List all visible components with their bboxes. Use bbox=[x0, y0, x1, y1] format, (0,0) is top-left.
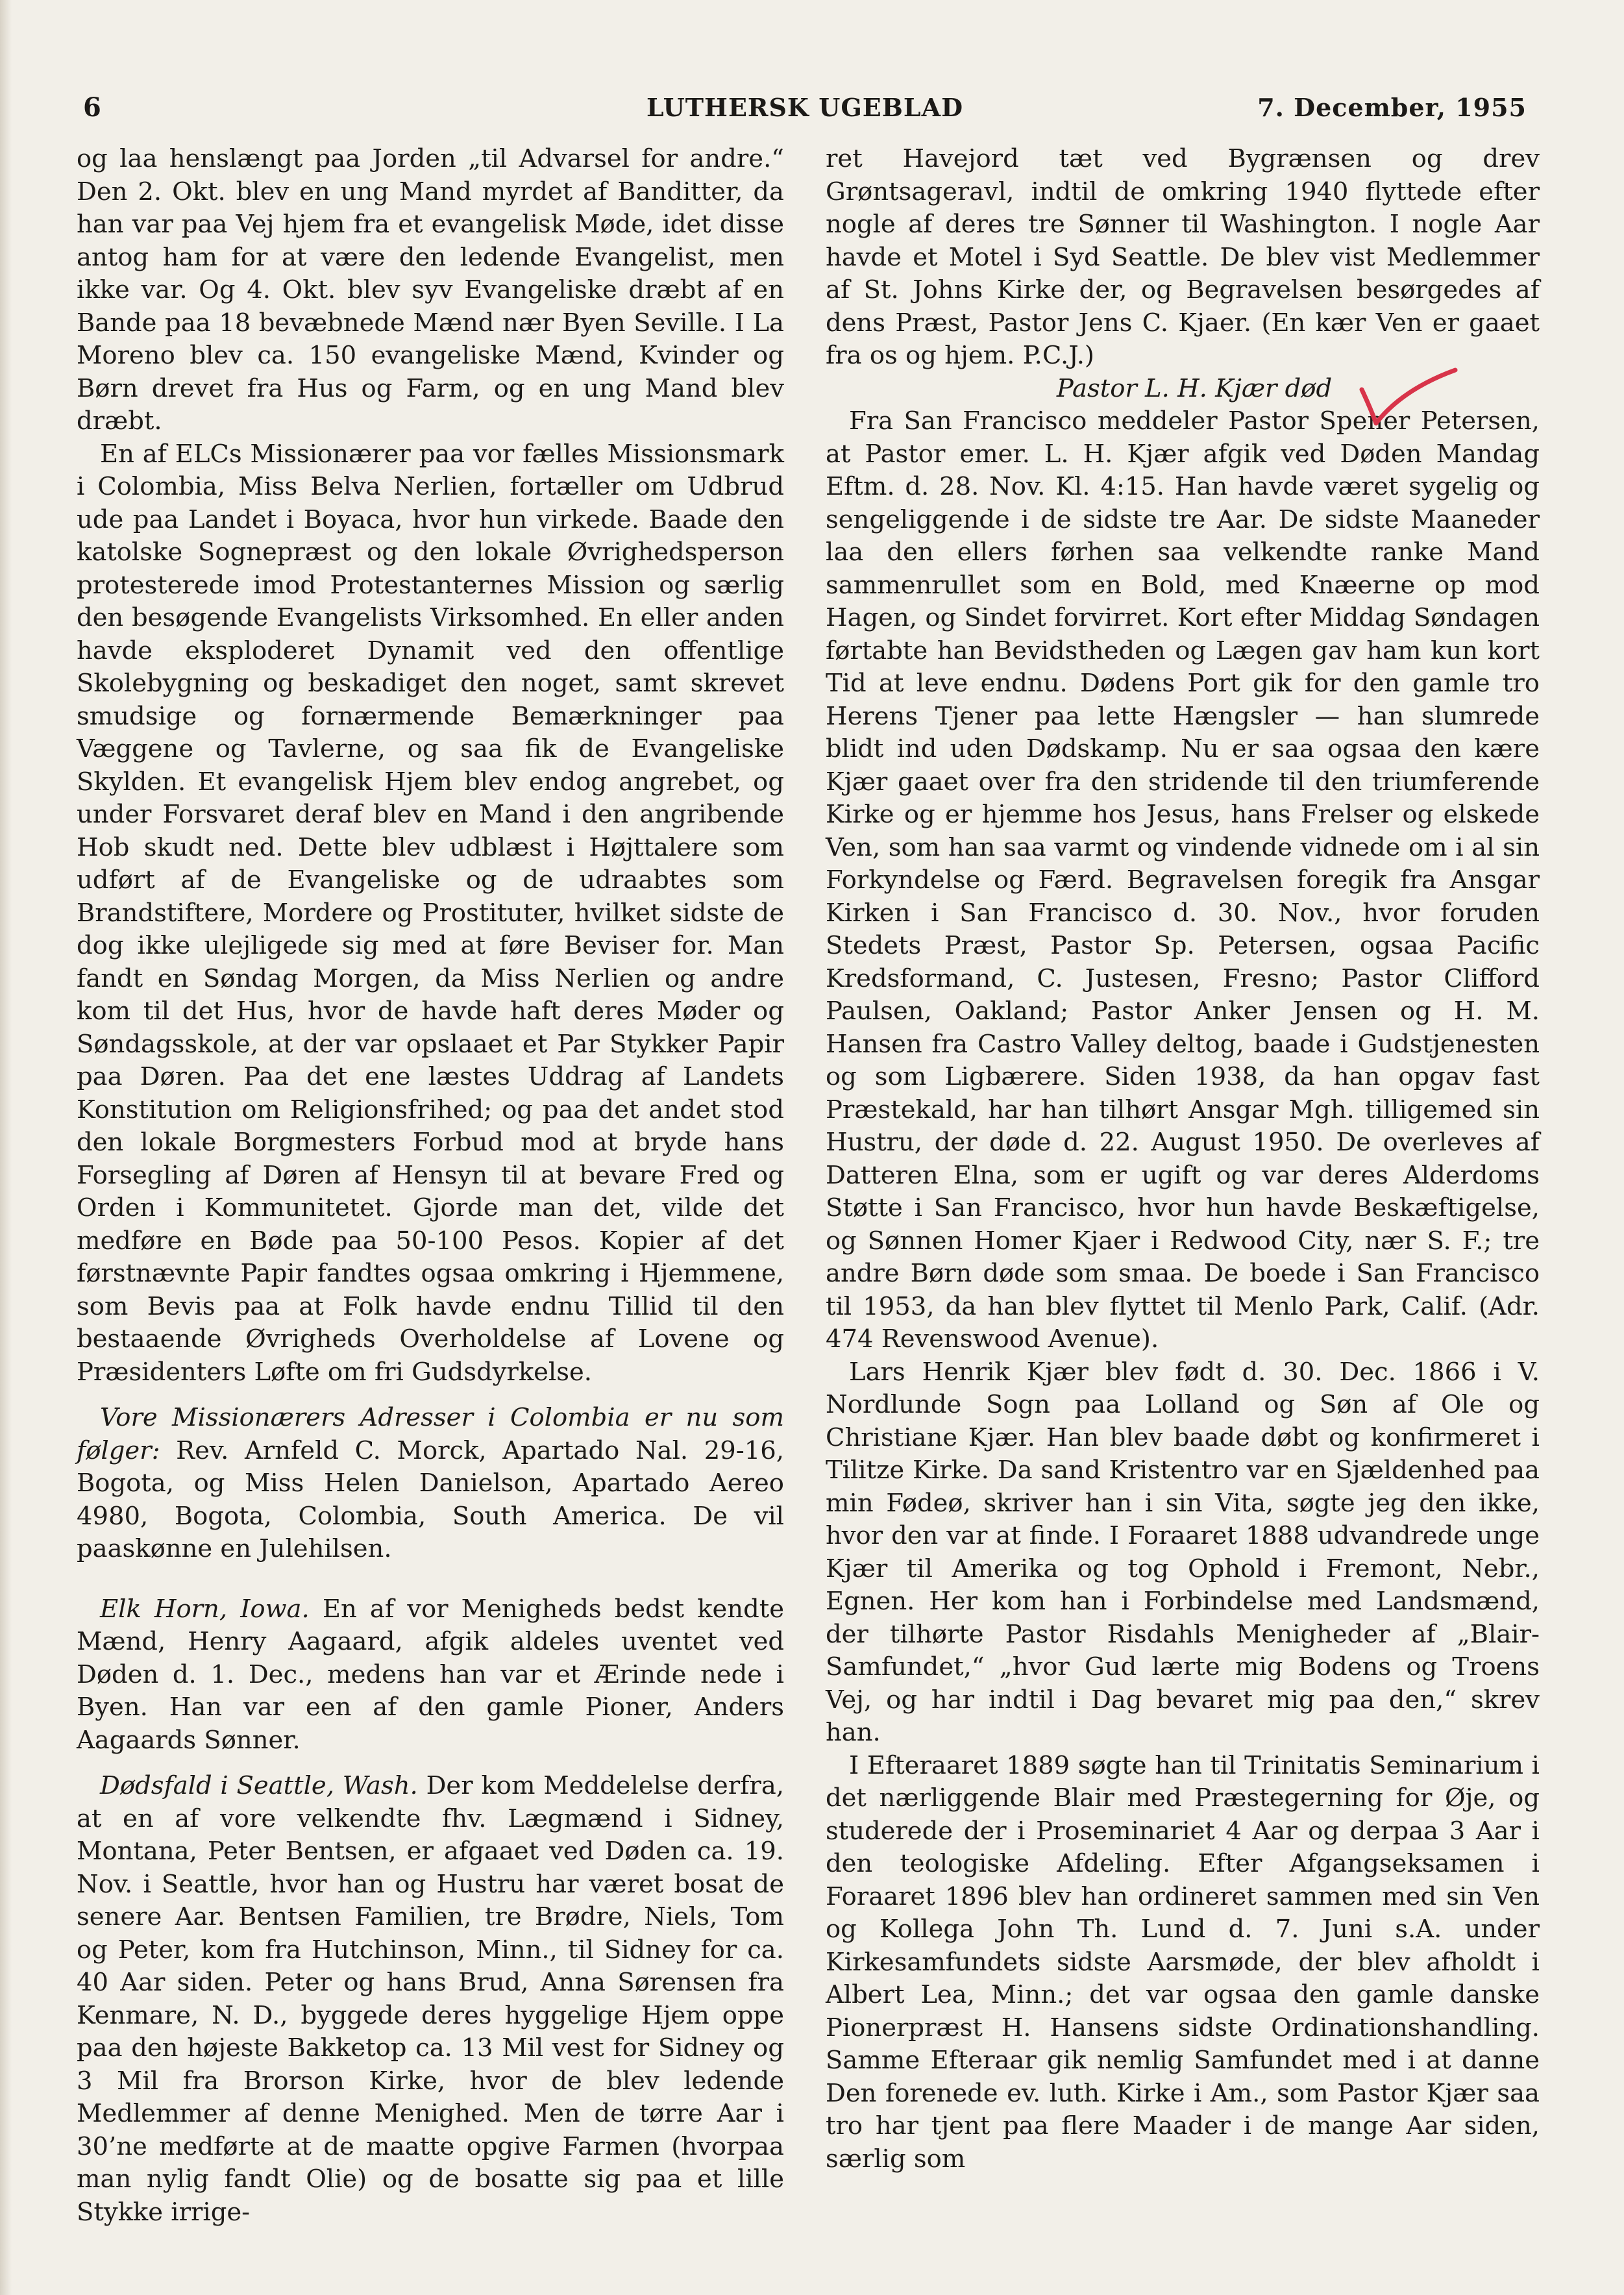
paragraph-body: En af vor Menigheds bedst kendte Mænd, Henry Aagaard, afgik aldeles uventet ved Døden d. 1. Dec., medens han var et Ærinde nede i Byen. Han var een af den gamle Pioner, Anders Aagaards Sønner. bbox=[77, 1594, 784, 1755]
paragraph-seattle bbox=[77, 1770, 784, 2229]
paragraph-missionary-addresses bbox=[77, 1402, 784, 1566]
scan-edge-shadow bbox=[0, 0, 12, 2295]
paragraph-body: Der kom Meddelelse derfra, at en af vore velkendte fhv. Lægmænd i Sidney, Montana, Peter Bentsen, er afgaaet ved Døden ca. 19. Nov. i Seattle, hvor han og Hustru har været bosat de senere Aar. Bentsen Familien, tre Brødre, Niels, Tom og Peter, kom fra Hutchinson, Minn., til Sidney for ca. 40 Aar siden. Peter og hans Brud, Anna Sørensen fra Kenmare, N. D., byggede deres hyggelige Hjem oppe paa den højeste Bakketop ca. 13 Mil vest for Sidney og 3 Mil fra Brorson Kirke, hvor de blev ledende Medlemmer af denne Menighed. Men de tørre Aar i 30’ne medførte at de maatte opgive Farmen (hvorpaa man nylig fandt Olie) og de bosatte sig paa et lille Stykke irrige- bbox=[77, 1771, 785, 2227]
paragraph: Fra San Francisco meddeler Pastor Spener Petersen, at Pastor emer. L. H. Kjær afgik ved Døden Mandag Eftm. d. 28. Nov. Kl. 4:15. Han havde været sygelig og sengeliggende i de sidste tre Aar. De sidste Maaneder laa den ellers førhen saa velkendte ranke Mand sammenrullet som en Bold, med Knæerne op mod Hagen, og Sindet forvirret. Kort efter Middag Søndagen førtabte han Bevidstheden og Lægen gav ham kun kort Tid at leve endnu. Dødens Port gik for den gamle tro Herens Tjener paa lette Hængsler — han slumrede blidt ind uden Dødskamp. Nu er saa ogsaa den kære Kjær gaaet over fra den stridende til den triumferende Kirke og er hjemme hos Jesus, hans Frelser og elskede Ven, som han saa varmt og vindende vidnede om i al sin Forkyndelse og Færd. Begravelsen foregik fra Ansgar Kirken i San Francisco d. 30. Nov., hvor foruden Stedets Præst, Pastor Sp. Petersen, ogsaa Pacific Kredsformand, C. Justesen, Fresno; Pastor Clifford Paulsen, Oakland; Pastor Anker Jensen og H. M. Hansen fra Castro Valley deltog, baade i Gudstjenesten og som Ligbærere. Siden 1938, da han opgav fast Præstekald, har han tilhørt Ansgar Mgh. tilligemed sin Hustru, der døde d. 22. August 1950. De overleves af Datteren Elna, som er ugift og var deres Alderdoms Støtte i San Francisco, hvor hun havde Beskæftigelse, og Sønnen Homer Kjaer i Redwood City, nær S. F.; tre andre Børn døde som smaa. De boede i San Francisco til 1953, da han blev flyttet til Menlo Park, Calif. (Adr. 474 Revenswood Avenue). bbox=[826, 406, 1540, 1354]
paragraph-lead: Vore Missionærers Adresser i Colombia er nu som følger: bbox=[77, 1403, 784, 1465]
paragraph-elk-horn bbox=[77, 1593, 784, 1757]
left-column bbox=[77, 143, 784, 2229]
paragraph: Lars Henrik Kjær blev født d. 30. Dec. 1866 i V. Nordlunde Sogn paa Lolland og Søn af Ole og Christiane Kjær. Han blev baade døbt og konfirmeret i Tilitze Kirke. Da sand Kristentro var en Sjældenhed paa min Fødeø, skriver han i sin Vita, søgte jeg den ikke, hvor den var at finde. I Foraaret 1888 udvandrede unge Kjær til Amerika og tog Ophold i Fremont, Nebr., Egnen. Her kom han i Forbindelse med Landsmænd, der tilhørte Pastor Risdahls Menigheder af „Blair-Samfundet,“ „hvor Gud lærte mig Bodens og Troens Vej, og har indtil i Dag bevaret mig paa den,“ skrev han. bbox=[826, 1357, 1540, 1747]
paragraph: og laa henslængt paa Jorden „til Advarsel for andre.“ Den 2. Okt. blev en ung Mand myrdet af Banditter, da han var paa Vej hjem fra et evangelisk Møde, idet disse antog ham for at være den ledende Evangelist, men ikke var. Og 4. Okt. blev syv Evangeliske dræbt af en Bande paa 18 bevæbnede Mænd nær Byen Seville. I La Moreno blev ca. 150 evangeliske Mænd, Kvinder og Børn drevet fra Hus og Farm, og en ung Mand blev dræbt. bbox=[77, 144, 784, 436]
paragraph-lead: Elk Horn, Iowa. bbox=[100, 1594, 310, 1624]
paragraph: En af ELCs Missionærer paa vor fælles Missionsmark i Colombia, Miss Belva Nerlien, fortæller om Udbrud ude paa Landet i Boyaca, hvor hun virkede. Baade den katolske Sognepræst og den lokale Øvrighedsperson protesterede imod Protestanternes Mission og særlig den besøgende Evangelists Virksomhed. En eller anden havde eksploderet Dynamit ved den offentlige Skolebygning og beskadiget den noget, samt skrevet smudsige og fornærmende Bemærkninger paa Væggene og Tavlerne, og saa fik de Evangeliske Skylden. Et evangelisk Hjem blev endog angrebet, og under Forsvaret deraf blev en Mand i den angribende Hob skudt ned. Dette blev udblæst i Højttalere som udført af de Evangeliske og de udraabtes som Brandstiftere, Mordere og Prostituter, hvilket sidste de dog ikke ulejligede sig med at føre Beviser for. Man fandt en Søndag Morgen, da Miss Nerlien og andre kom til det Hus, hvor de havde haft deres Møder og Søndagsskole, at der var opslaaet et Par Stykker Papir paa Døren. Paa det ene læstes Uddrag af Landets Konstitution om Religionsfrihed; og paa det andet stod den lokale Borgmesters Forbud mod at bryde hans Forsegling af Døren af Hensyn til at bevare Fred og Orden i Kommunitetet. Gjorde man det, vilde det medføre en Bøde paa 50-100 Pesos. Kopier af det førstnævnte Papir fandtes ogsaa omkring i Hjemmene, som Bevis paa at Folk havde endnu Tillid til den bestaaende Øvrigheds Overholdelse af Lovene og Præsidenters Løfte om fri Gudsdyrkelse. bbox=[77, 439, 784, 1387]
issue-date: 7. December, 1955 bbox=[1257, 92, 1527, 122]
paragraph-body: Rev. Arnfeld C. Morck, Apartado Nal. 29-16, Bogota, og Miss Helen Danielson, Apartado Aereo 4980, Bogota, Colombia, South America. De vil paaskønne en Julehilsen. bbox=[77, 1435, 784, 1563]
article-heading: Pastor L. H. Kjær død bbox=[1056, 373, 1333, 403]
page-header bbox=[83, 88, 1527, 127]
page-number: 6 bbox=[83, 92, 102, 123]
paragraph-lead: Dødsfald i Seattle, Wash. bbox=[100, 1771, 418, 1800]
right-column bbox=[826, 143, 1540, 2176]
paragraph: I Efteraaret 1889 søgte han til Trinitatis Seminarium i det nærliggende Blair med Præstegerning for Øje, og studerede der i Proseminariet 4 Aar og derpaa 3 Aar i den teologiske Afdeling. Efter Afgangseksamen i Foraaret 1896 blev han ordineret sammen med sin Ven og Kollega John Th. Lund d. 7. Juni s.A. under Kirkesamfundets sidste Aarsmøde, der blev afholdt i Albert Lea, Minn.; det var ogsaa den gamle danske Pionerpræst H. Hansens sidste Ordinationshandling. Samme Efteraar gik nemlig Samfundet med i at danne Den forenede ev. luth. Kirke i Am., som Pastor Kjær saa tro har tjent paa flere Maader i de mange Aar siden, særlig som bbox=[826, 1750, 1540, 2174]
check-mark-icon bbox=[1357, 364, 1460, 435]
paragraph: ret Havejord tæt ved Bygrænsen og drev Grøntsageravl, indtil de omkring 1940 flyttede efter nogle af deres tre Sønner til Washington. I nogle Aar havde et Motel i Syd Seattle. De blev vist Medlemmer af St. Johns Kirke der, og Begravelsen besørgedes af dens Præst, Pastor Jens C. Kjaer. (En kær Ven er gaaet fra os og hjem. P.C.J.) bbox=[826, 144, 1540, 370]
publication-title: LUTHERSK UGEBLAD bbox=[646, 92, 964, 122]
